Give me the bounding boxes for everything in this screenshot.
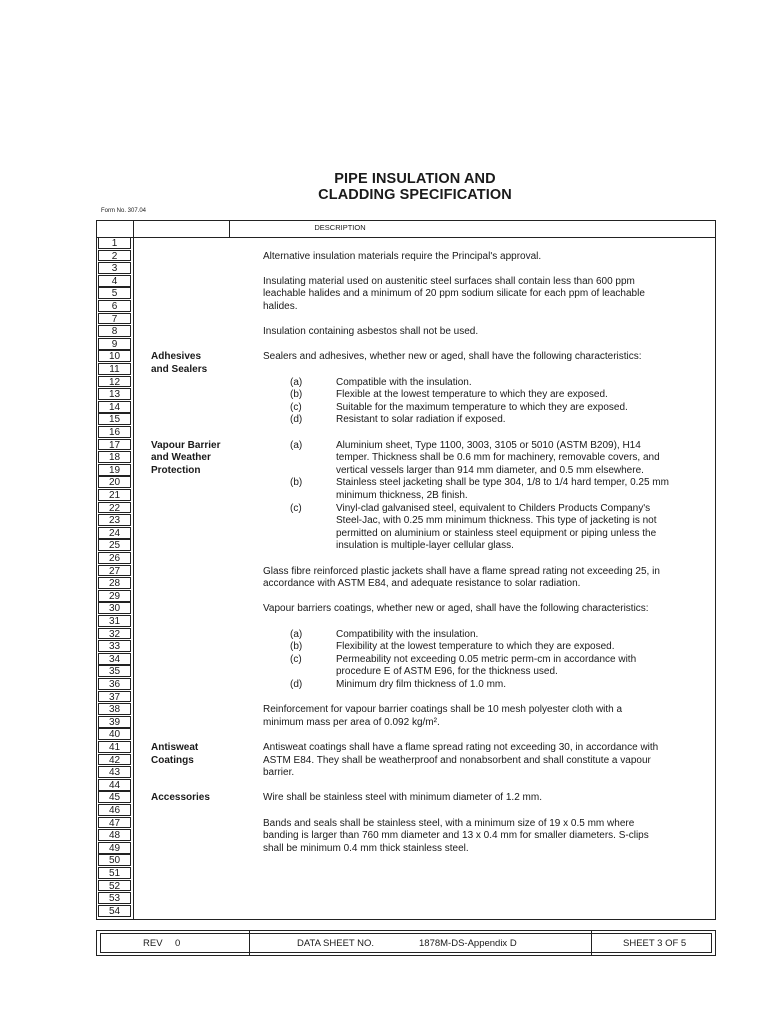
list-marker-line: (d): [290, 414, 303, 426]
line-number: 6: [98, 300, 131, 312]
list-marker: [290, 402, 320, 415]
line-number: 49: [98, 842, 131, 854]
line-number: 34: [98, 653, 131, 665]
line-number: 19: [98, 464, 131, 476]
line-number: 36: [98, 678, 131, 690]
paragraph: [263, 326, 703, 339]
paragraph-line: Sealers and adhesives, whether new or aged, shall have the following characteristics:: [263, 351, 642, 363]
list-item-line: vertical vessels larger than 914 mm diameter, and 0.5 mm elsewhere.: [336, 464, 644, 476]
line-number: 26: [98, 552, 131, 564]
footer-divider: [249, 931, 250, 955]
line-number: 1: [98, 237, 131, 249]
list-item-line: Flexible at the lowest temperature to which they are exposed.: [336, 389, 608, 401]
list-item-line: Suitable for the maximum temperature to which they are exposed.: [336, 401, 628, 413]
list-marker: [290, 389, 320, 402]
list-item: [336, 389, 706, 402]
paragraph-line: halides.: [263, 300, 298, 312]
line-number: 54: [98, 905, 131, 917]
list-marker-line: (c): [290, 502, 302, 514]
paragraph: [263, 351, 703, 364]
column-divider: [133, 237, 134, 920]
list-marker-line: (b): [290, 477, 303, 489]
line-number: 9: [98, 338, 131, 350]
list-marker-line: (b): [290, 389, 303, 401]
line-number: 2: [98, 250, 131, 262]
list-item-line: minimum thickness, 2B finish.: [336, 489, 468, 501]
list-marker: [290, 629, 320, 642]
table-header: [96, 220, 716, 238]
paragraph: [263, 251, 703, 264]
line-number: 5: [98, 287, 131, 299]
list-item: [336, 503, 706, 553]
line-number: 15: [98, 413, 131, 425]
paragraph-line: accordance with ASTM E84, and adequate resistance to solar radiation.: [263, 578, 581, 590]
list-item-line: Steel-Jac, with 0.25 mm minimum thickness. This type of jacketing is not: [336, 515, 657, 527]
line-number: 53: [98, 892, 131, 904]
form-number: Form No. 307.04: [101, 208, 147, 214]
list-marker-line: (b): [290, 641, 303, 653]
list-marker: [290, 503, 320, 516]
line-number: 44: [98, 779, 131, 791]
list-marker: [290, 414, 320, 427]
list-item-line: Compatible with the insulation.: [336, 376, 472, 388]
paragraph-line: shall be minimum 0.4 mm thick stainless steel.: [263, 842, 469, 854]
list-item: [336, 377, 706, 390]
data-sheet-number: 1878M-DS-Appendix D: [419, 938, 517, 949]
line-number: 30: [98, 602, 131, 614]
line-number: 12: [98, 376, 131, 388]
line-number: 4: [98, 275, 131, 287]
line-number: 40: [98, 728, 131, 740]
paragraph-line: barrier.: [263, 767, 295, 779]
line-number: 39: [98, 716, 131, 728]
list-item: [336, 654, 706, 679]
paragraph-line: Wire shall be stainless steel with minimum diameter of 1.2 mm.: [263, 792, 542, 804]
list-item: [336, 477, 706, 502]
section-heading-antisweat-line: Antisweat: [151, 742, 199, 753]
line-number: 8: [98, 325, 131, 337]
paragraph: [263, 603, 703, 616]
section-heading-adhesives-line: and Sealers: [151, 363, 208, 375]
line-number: 25: [98, 539, 131, 551]
list-item-line: permitted on aluminium or stainless steel equipment or piping unless the: [336, 527, 657, 539]
section-heading-vapour-barrier-line: Vapour Barrier: [151, 439, 221, 451]
line-number: 48: [98, 829, 131, 841]
paragraph-line: Vapour barriers coatings, whether new or aged, shall have the following characteristics:: [263, 603, 649, 615]
paragraph: [263, 276, 703, 314]
section-heading-adhesives: [151, 351, 207, 376]
sheet-number: SHEET 3 OF 5: [623, 938, 687, 949]
line-number: 10: [98, 350, 131, 362]
header-number-cell: [97, 221, 134, 238]
list-item-line: Stainless steel jacketing shall be type 304, 1/8 to 1/4 hard temper, 0.25 mm: [336, 477, 669, 489]
paragraph: [263, 792, 703, 805]
paragraph: [263, 742, 703, 780]
paragraph: [263, 566, 703, 591]
page-title-line-1: PIPE INSULATION AND: [334, 171, 496, 187]
line-number: 16: [98, 426, 131, 438]
paragraph-line: Reinforcement for vapour barrier coatings shall be 10 mesh polyester cloth with a: [263, 704, 623, 716]
section-heading-vapour-barrier: [151, 440, 220, 478]
line-number: 42: [98, 754, 131, 766]
revision-number: 0: [175, 938, 181, 949]
list-item-line: Permeability not exceeding 0.05 metric perm-cm in accordance with: [336, 653, 637, 665]
list-item-line: insulation is multiple-layer cellular glass.: [336, 540, 514, 552]
line-number: 51: [98, 867, 131, 879]
section-heading-adhesives-line: Adhesives: [151, 351, 202, 363]
line-number: 50: [98, 854, 131, 866]
list-item-line: Minimum dry film thickness of 1.0 mm.: [336, 679, 507, 690]
paragraph: [263, 818, 703, 856]
data-sheet-label: DATA SHEET NO.: [297, 938, 375, 949]
list-item: [336, 629, 706, 642]
list-item-line: Vinyl-clad galvanised steel, equivalent to Childers Products Company's: [336, 502, 651, 514]
line-number: 13: [98, 388, 131, 400]
line-number: 23: [98, 514, 131, 526]
footer-box: [96, 930, 716, 956]
section-heading-accessories: [151, 792, 210, 805]
list-marker: [290, 377, 320, 390]
list-marker: [290, 477, 320, 490]
paragraph-line: minimum mass per area of 0.092 kg/m².: [263, 716, 440, 728]
list-marker-line: (a): [290, 628, 303, 640]
list-item-line: Resistant to solar radiation if exposed.: [336, 414, 506, 426]
list-marker-line: (d): [290, 679, 303, 690]
line-number: 38: [98, 703, 131, 715]
line-number: 52: [98, 880, 131, 892]
line-number: 45: [98, 791, 131, 803]
line-number: 31: [98, 615, 131, 627]
paragraph: [263, 704, 703, 729]
paragraph-line: Glass fibre reinforced plastic jackets shall have a flame spread rating not exceeding 25, in: [263, 565, 660, 577]
line-number: 11: [98, 363, 131, 375]
list-marker: [290, 654, 320, 667]
paragraph-line: Antisweat coatings shall have a flame spread rating not exceeding 30, in accordance with: [263, 742, 659, 753]
line-number: 37: [98, 691, 131, 703]
list-marker-line: (a): [290, 439, 303, 451]
paragraph-line: Alternative insulation materials require the Principal's approval.: [263, 250, 542, 262]
revision-label: REV: [143, 938, 163, 949]
line-number: 33: [98, 640, 131, 652]
list-marker-line: (a): [290, 376, 303, 388]
list-item: [336, 440, 706, 478]
page-title-line-2: CLADDING SPECIFICATION: [318, 187, 512, 203]
line-number: 28: [98, 577, 131, 589]
paragraph-line: Insulating material used on austenitic steel surfaces shall contain less than 600 ppm: [263, 275, 635, 287]
list-marker-line: (c): [290, 401, 302, 413]
line-number: 35: [98, 665, 131, 677]
section-heading-antisweat-line: Coatings: [151, 754, 194, 766]
line-number: 20: [98, 476, 131, 488]
list-marker: [290, 440, 320, 453]
line-number: 22: [98, 502, 131, 514]
line-number: 24: [98, 527, 131, 539]
paragraph-line: ASTM E84. They shall be weatherproof and nonabsorbent and shall constitute a vapour: [263, 754, 651, 766]
list-item-line: Aluminium sheet, Type 1100, 3003, 3105 or 5010 (ASTM B209), H14: [336, 439, 641, 451]
footer-inner-border: [100, 933, 712, 953]
list-item: [336, 402, 706, 415]
line-number: 43: [98, 766, 131, 778]
list-item-line: temper. Thickness shall be 0.6 mm for machinery, removable covers, and: [336, 452, 660, 464]
line-number: 7: [98, 313, 131, 325]
paragraph-line: Bands and seals shall be stainless steel, with a minimum size of 19 x 0.5 mm where: [263, 817, 635, 829]
line-number: 18: [98, 451, 131, 463]
line-number: 46: [98, 804, 131, 816]
list-item-line: Flexibility at the lowest temperature to which they are exposed.: [336, 641, 615, 653]
line-number: 27: [98, 565, 131, 577]
list-item-line: Compatibility with the insulation.: [336, 628, 479, 640]
line-number: 21: [98, 489, 131, 501]
line-number: 3: [98, 262, 131, 274]
line-number: 32: [98, 628, 131, 640]
line-number: 41: [98, 741, 131, 753]
list-marker: [290, 679, 320, 692]
line-number: 17: [98, 439, 131, 451]
paragraph-line: banding is larger than 760 mm diameter and 13 x 0.4 mm for smaller diameters. S-clips: [263, 830, 649, 842]
footer-divider: [591, 931, 592, 955]
line-number: 47: [98, 817, 131, 829]
section-heading-vapour-barrier-line: Protection: [151, 464, 201, 476]
list-item-line: procedure E of ASTM E96, for the thickness used.: [336, 666, 558, 678]
paragraph-line: Insulation containing asbestos shall not be used.: [263, 326, 479, 338]
list-item: [336, 414, 706, 427]
paragraph-line: leachable halides and a minimum of 20 ppm sodium silicate for each ppm of leachable: [263, 288, 645, 300]
section-heading-vapour-barrier-line: and Weather: [151, 452, 211, 464]
line-number: 14: [98, 401, 131, 413]
line-number: 29: [98, 590, 131, 602]
list-item: [336, 641, 706, 654]
list-item: [336, 679, 706, 692]
section-heading-accessories-line: Accessories: [151, 792, 210, 804]
description-header: DESCRIPTION: [314, 223, 366, 232]
header-label-cell: [133, 221, 230, 238]
list-marker-line: (c): [290, 653, 302, 665]
section-heading-antisweat: [151, 742, 198, 767]
list-marker: [290, 641, 320, 654]
